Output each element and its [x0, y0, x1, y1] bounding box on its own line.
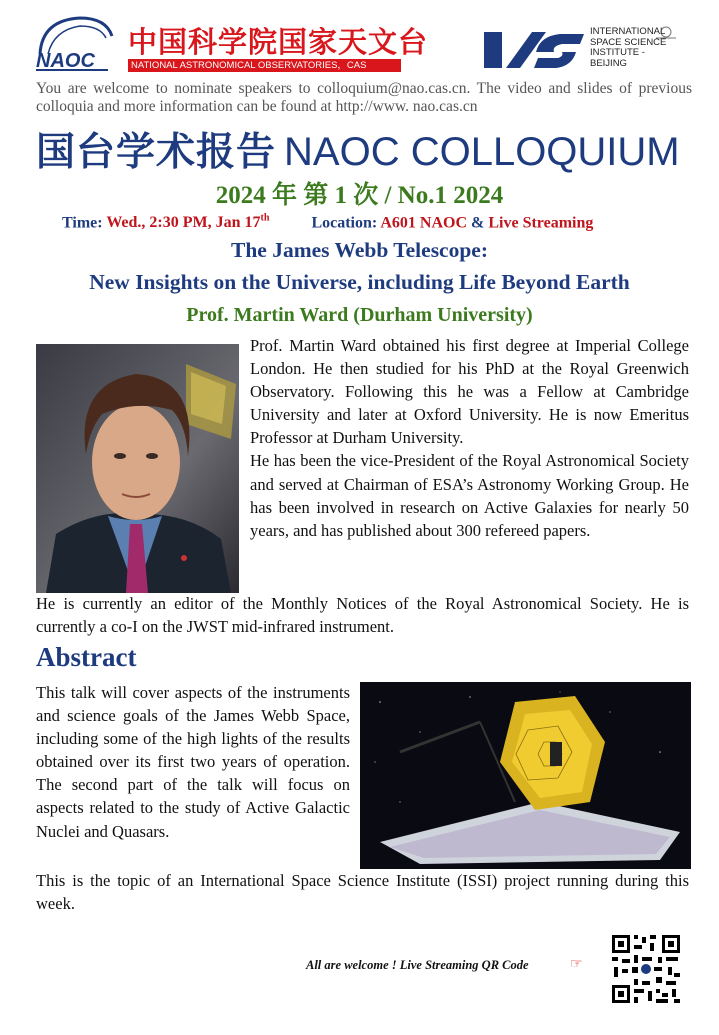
banner-zh: 国台学术报告 [36, 130, 277, 175]
time-value-text: Wed., 2:30 PM, Jan 17 [106, 214, 261, 232]
time-sup: th [260, 213, 270, 224]
live-streaming: Live Streaming [488, 214, 594, 232]
speaker-portrait [36, 344, 239, 593]
bio-text-1: Prof. Martin Ward obtained his first degree at Imperial College London. He then studied for his PhD at the Royal Greenwich Observatory. Following this he was a Fellow at Cambridge University and later at Oxford University. He is now Emeritus Professor at Durham University. [250, 336, 689, 448]
abstract-text-continued: This is the topic of an International Space Science Institute (ISSI) project running during this week. [36, 871, 689, 914]
ampersand: & [471, 214, 485, 232]
speaker-name: Prof. Martin Ward (Durham University) [186, 304, 533, 326]
jwst-illustration [360, 682, 691, 869]
issi-name: INTERNATIONAL SPACE SCIENCE INSTITUTE - BEIJING [590, 26, 667, 69]
pointing-hand-icon: ☞ [570, 957, 583, 972]
time-label: Time: [62, 214, 103, 232]
cas-title: 中国科学院国家天文台 [128, 25, 429, 59]
event-meta [62, 213, 593, 232]
bio-paragraph-2: He is currently an editor of the Monthly Notices of the Royal Astronomical Society. He is currently a co-I on the JWST mid-infrared instrument. [36, 594, 689, 637]
naoc-logo-text: NAOC [36, 50, 95, 72]
location-value: A601 NAOC [380, 214, 468, 232]
banner-en: NAOC COLLOQUIUM [284, 130, 680, 174]
bio-paragraph-1 [250, 334, 689, 542]
location-label: Location: [311, 214, 378, 232]
issue-number: 2024 年 第 1 次 / No.1 2024 [215, 182, 504, 209]
time-value [106, 214, 269, 231]
intro-text: You are welcome to nominate speakers to colloquium@nao.cas.cn. The video and slides of previous colloquia and more information can be found at http://www. nao.cas.cn [36, 80, 692, 115]
abstract-heading: Abstract [36, 642, 137, 672]
bio-text-2: He has been the vice-President of the Royal Astronomical Society and served at Chairman of ESA’s Astronomy Working Group. He has been involved in research on Active Galaxies for nearly 50 years, and has published about 300 refereed papers. [250, 451, 689, 540]
welcome-note: All are welcome ! Live Streaming QR Code [306, 958, 529, 972]
naoc-subtitle: NATIONAL ASTRONOMICAL OBSERVATORIES，CAS [128, 59, 401, 72]
live-streaming-qr-code[interactable] [610, 933, 682, 1005]
talk-title-line1: The James Webb Telescope: [230, 238, 489, 262]
talk-title-line2: New Insights on the Universe, including Life Beyond Earth [89, 270, 630, 294]
naoc-logo [34, 14, 116, 72]
abstract-text: This talk will cover aspects of the instruments and science goals of the James Webb Space, including some of the high lights of the results obtained over its first two years of operation. The second part of the talk will focus on aspects related to the study of Active Galactic Nuclei and Quasars. [36, 683, 350, 841]
colloquium-banner [36, 121, 680, 177]
